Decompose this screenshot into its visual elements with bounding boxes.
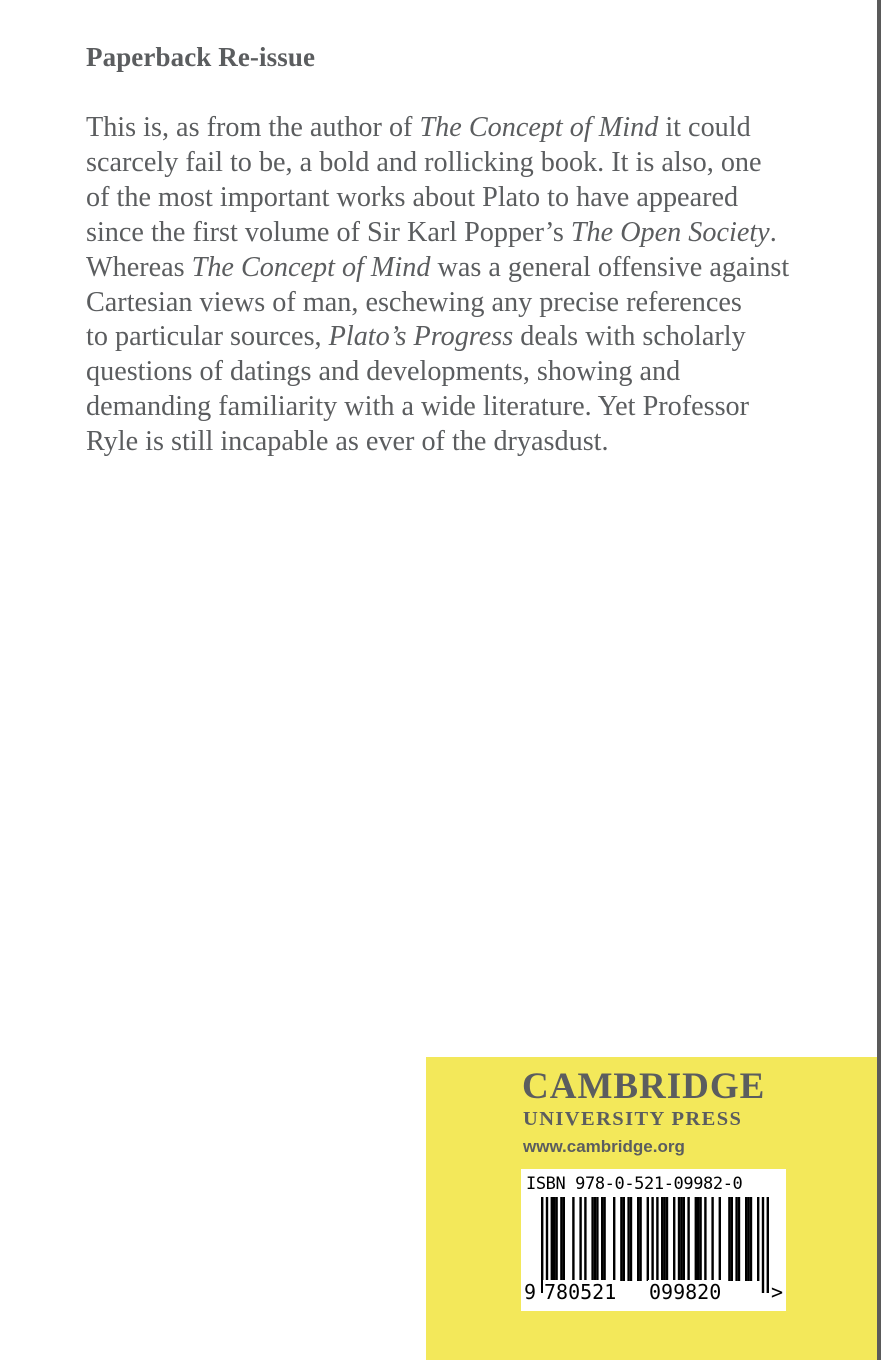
barcode-bar <box>695 1197 697 1281</box>
barcode-bar <box>553 1197 555 1281</box>
blurb-line <box>86 320 826 355</box>
barcode-bar <box>757 1197 759 1281</box>
barcode-bar <box>735 1197 737 1281</box>
isbn-number: ISBN 978-0-521-09982-0 <box>526 1174 743 1194</box>
blurb-run: . <box>769 216 777 248</box>
barcode-bar <box>687 1197 689 1281</box>
blurb-run: Whereas <box>86 251 192 283</box>
barcode-bar <box>555 1197 557 1281</box>
barcode-bar <box>630 1197 632 1281</box>
barcode-bar <box>673 1197 675 1281</box>
barcode-bar <box>663 1197 665 1281</box>
blurb-line <box>86 390 826 425</box>
barcode-bar <box>678 1197 680 1281</box>
blurb-run: since the first volume of Sir Karl Popper’s <box>86 216 571 248</box>
blurb-title-italic: The Open Society <box>570 216 770 248</box>
barcode-bar <box>627 1197 629 1281</box>
blurb-line <box>86 146 826 181</box>
barcode-label <box>521 1169 786 1311</box>
cover-edge-shadow <box>877 0 881 1360</box>
barcode-bar <box>623 1197 625 1281</box>
barcode-bar <box>572 1197 574 1281</box>
blurb-title-italic: The Concept of Mind <box>419 112 659 143</box>
blurb-line <box>86 425 826 460</box>
barcode-bar <box>637 1197 639 1281</box>
barcode-bar <box>594 1197 596 1281</box>
barcode-bar <box>750 1197 752 1281</box>
barcode-bar <box>551 1197 553 1281</box>
blurb-line <box>86 286 826 321</box>
blurb-title-italic: The Concept of Mind <box>191 251 431 283</box>
barcode-bar <box>613 1197 615 1281</box>
barcode-bar <box>661 1197 663 1281</box>
barcode-bar <box>728 1197 730 1281</box>
blurb-run: Ryle is still incapable as ever of the dryasdust. <box>86 426 609 458</box>
barcode-guard-bar <box>546 1197 548 1293</box>
barcode-bar <box>620 1197 622 1281</box>
blurb-line <box>86 216 826 251</box>
barcode-guard-bar <box>651 1197 653 1293</box>
blurb-text <box>86 111 826 460</box>
blurb-line <box>86 251 826 286</box>
cover-heading: Paperback Re-issue <box>86 42 316 72</box>
blurb-line <box>86 111 826 146</box>
barcode-guard-bar <box>541 1197 543 1293</box>
blurb-run: was a general offensive against <box>430 251 790 283</box>
barcode-bar <box>603 1197 605 1281</box>
publisher-name: CAMBRIDGE <box>522 1066 766 1107</box>
barcode-bar <box>711 1197 713 1281</box>
barcode-bar <box>719 1197 721 1281</box>
barcode-bar <box>697 1197 699 1281</box>
blurb-run: Cartesian views of man, eschewing any precise references <box>86 286 742 318</box>
barcode-bar <box>601 1197 603 1281</box>
barcode-guard-bar <box>767 1197 769 1293</box>
ean-first-digit: 9 <box>524 1280 537 1304</box>
barcode-bar <box>680 1197 682 1281</box>
barcode-bar <box>731 1197 733 1281</box>
barcode-bar <box>563 1197 565 1281</box>
barcode-guard-bar <box>656 1197 658 1293</box>
barcode-bar <box>699 1197 701 1281</box>
blurb-run: to particular sources, <box>86 321 329 353</box>
blurb-run: demanding familiarity with a wide literature. Yet Professor <box>86 391 750 423</box>
blurb-run: questions of datings and developments, showing and <box>86 356 681 388</box>
barcode-bar <box>639 1197 641 1281</box>
barcode-bar <box>747 1197 749 1281</box>
blurb-run: it could <box>658 112 751 143</box>
barcode-bar <box>704 1197 706 1281</box>
quiet-zone-marker: > <box>771 1280 784 1304</box>
blurb-line <box>86 181 826 216</box>
barcode-bar <box>683 1197 685 1281</box>
barcode-bar <box>666 1197 668 1281</box>
barcode-bar <box>738 1197 740 1281</box>
barcode-bar <box>584 1197 586 1281</box>
barcode-bar <box>579 1197 581 1281</box>
blurb-run: deals with scholarly <box>513 321 746 353</box>
publisher-press-line: UNIVERSITY PRESS <box>523 1108 743 1130</box>
blurb-run: scarcely fail to be, a bold and rollicking book. It is also, one <box>86 146 762 178</box>
blurb-title-italic: Plato’s Progress <box>328 321 514 353</box>
barcode-bar <box>647 1197 649 1281</box>
blurb-run: of the most important works about Plato to have appeared <box>86 181 739 213</box>
barcode-bar <box>745 1197 747 1281</box>
blurb-line <box>86 355 826 390</box>
ean-right-group: 099820 <box>649 1280 722 1304</box>
barcode-bar <box>560 1197 562 1281</box>
barcode-guard-bar <box>762 1197 764 1293</box>
barcode-bar <box>596 1197 598 1281</box>
publisher-url: www.cambridge.org <box>523 1137 685 1156</box>
ean-left-group: 780521 <box>544 1280 617 1304</box>
barcode-bar <box>591 1197 593 1281</box>
blurb-run: This is, as from the author of <box>86 112 420 143</box>
publisher-panel <box>426 1057 877 1360</box>
